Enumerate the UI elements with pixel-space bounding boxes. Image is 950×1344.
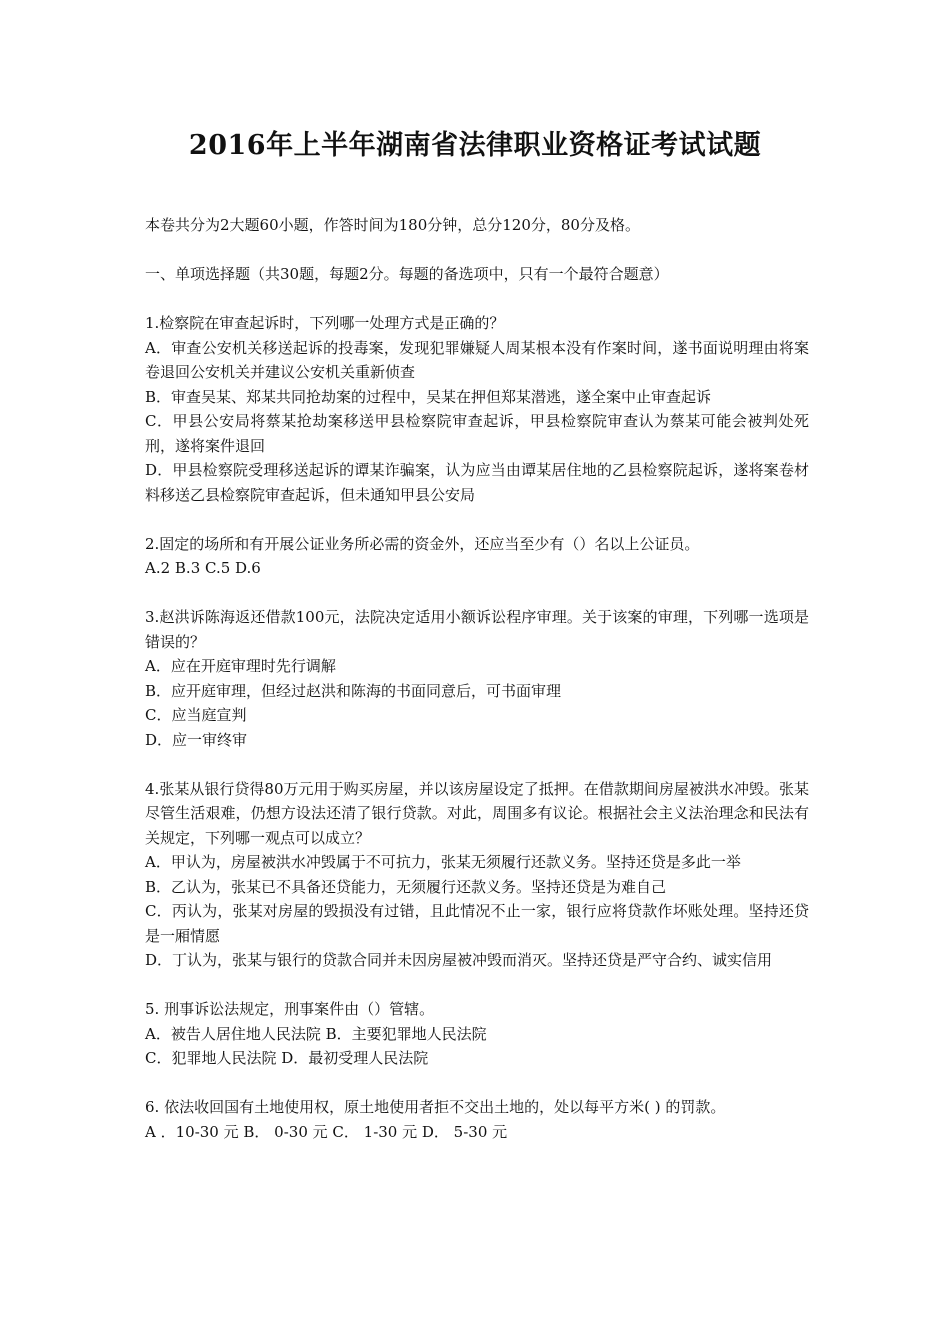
question-block [145,1095,809,1144]
question-option: A．审查公安机关移送起诉的投毒案，发现犯罪嫌疑人周某根本没有作案时间，遂书面说明理由将案卷退回公安机关并建议公安机关重新侦查 [145,338,809,381]
question-block [145,311,809,507]
question-block [145,605,809,752]
question-option: A.2 B.3 C.5 D.6 [145,559,261,577]
question-option: C．犯罪地人民法院 D．最初受理人民法院 [145,1049,429,1067]
question-option: A ．10-30 元 B． 0-30 元 C． 1-30 元 D． 5-30 元 [145,1122,508,1141]
question-option: C．丙认为，张某对房屋的毁损没有过错，且此情况不止一家，银行应将贷款作坏账处理。坚持还贷是一厢情愿 [145,902,809,945]
question-stem: 2.固定的场所和有开展公证业务所必需的资金外，还应当至少有（）名以上公证员。 [145,534,700,553]
question-option: D．丁认为，张某与银行的贷款合同并未因房屋被冲毁而消灭。坚持还贷是严守合约、诚实信用 [145,951,773,969]
question-stem: 6. 依法收回国有土地使用权，原土地使用者拒不交出土地的，处以每平方米( ) 的罚款。 [145,1098,726,1116]
question-block [145,532,809,581]
question-block [145,777,809,973]
question-stem: 4.张某从银行贷得80万元用于购买房屋，并以该房屋设定了抵押。在借款期间房屋被洪水冲毁。张某尽管生活艰难，仍想方设法还清了银行贷款。对此，周围多有议论。根据社会主义法治理念和民法有关规定，下列哪一观点可以成立？ [145,779,809,847]
document-body [145,213,809,1144]
question-option: A．被告人居住地人民法院 B．主要犯罪地人民法院 [145,1024,487,1043]
exam-intro: 本卷共分为2大题60小题，作答时间为180分钟，总分120分，80分及格。 [145,216,640,234]
question-option: A．应在开庭审理时先行调解 [145,657,336,675]
section-heading: 一、单项选择题（共30题，每题2分。每题的备选项中，只有一个最符合题意） [145,265,669,283]
question-list [145,311,809,1144]
question-option: B．审查吴某、郑某共同抢劫案的过程中，吴某在押但郑某潜逃，遂全案中止审查起诉 [145,387,712,406]
question-block [145,997,809,1071]
question-option: A．甲认为，房屋被洪水冲毁属于不可抗力，张某无须履行还款义务。坚持还贷是多此一举 [145,853,741,871]
question-option: C．应当庭宣判 [145,706,247,724]
question-stem: 1.检察院在审查起诉时，下列哪一处理方式是正确的？ [145,314,505,332]
question-stem: 3.赵洪诉陈海返还借款100元，法院决定适用小额诉讼程序审理。关于该案的审理，下列哪一选项是错误的？ [145,608,809,651]
question-stem: 5. 刑事诉讼法规定，刑事案件由（）管辖。 [145,1000,435,1018]
question-option: B．乙认为，张某已不具备还贷能力，无须履行还款义务。坚持还贷是为难自己 [145,877,667,896]
question-option: D．应一审终审 [145,730,248,749]
question-option: C．甲县公安局将蔡某抢劫案移送甲县检察院审查起诉，甲县检察院审查认为蔡某可能会被判处死刑，遂将案件退回 [145,412,809,455]
document-title: 2016年上半年湖南省法律职业资格证考试试题 [188,130,762,161]
question-option: B．应开庭审理，但经过赵洪和陈海的书面同意后，可书面审理 [145,681,562,700]
question-option: D．甲县检察院受理移送起诉的谭某诈骗案，认为应当由谭某居住地的乙县检察院起诉，遂将案卷材料移送乙县检察院审查起诉，但未通知甲县公安局 [145,461,809,504]
